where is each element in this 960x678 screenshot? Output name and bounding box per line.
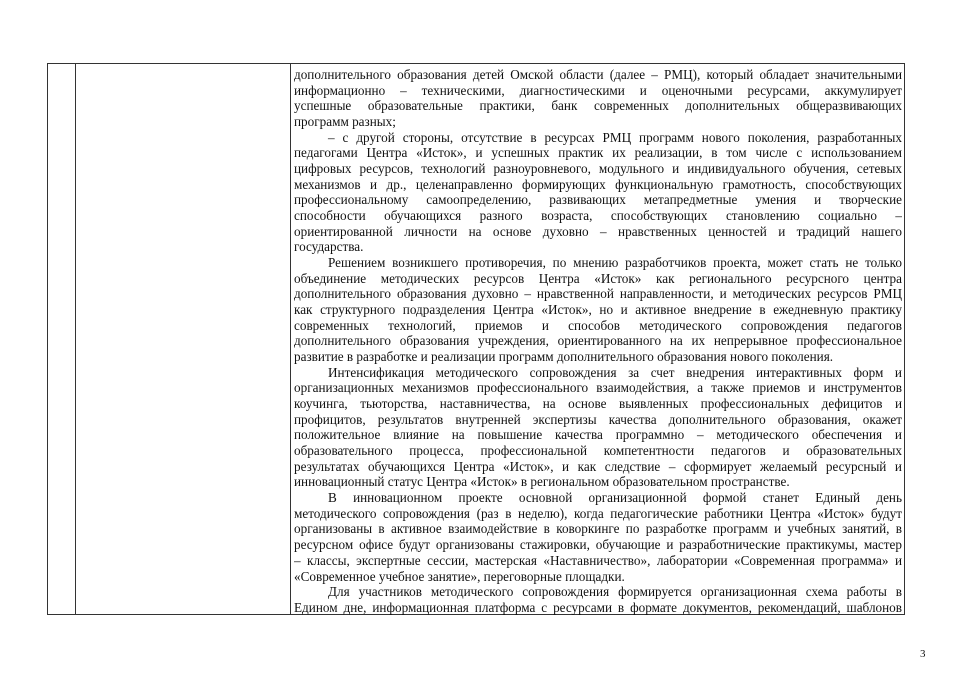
- text-line: профессиональному самоопределению, развивающих метапредметные умения и творческие: [294, 192, 902, 208]
- text-line: программ разных;: [294, 114, 396, 130]
- text-line: коучинга, тьюторства, наставничества, на основе выявленных профессиональных дефицитов и: [294, 396, 902, 412]
- text-line: образовательного процесса, профессиональной компетентности педагогов и образовательных: [294, 443, 902, 459]
- text-line: Для участников методического сопровождения формируется организационная схема работы в: [328, 584, 902, 600]
- document-table: [47, 63, 905, 615]
- paragraph: [294, 490, 902, 584]
- text-line: как структурного подразделения Центра «Исток», но и активное внедрение в ежедневную практику: [294, 302, 902, 318]
- paragraph: [294, 67, 902, 130]
- text-line: успешные образовательные практики, банк современных дополнительных общеразвивающих: [294, 98, 902, 114]
- text-line: современных технологий, приемов и способов методического сопровождения педагогов: [294, 317, 902, 333]
- column-divider: [290, 64, 291, 614]
- text-line: дополнительного образования детей Омской области (далее – РМЦ), который обладает значительными: [294, 67, 902, 82]
- paragraph: [294, 584, 902, 615]
- text-line: – с другой стороны, отсутствие в ресурсах РМЦ программ нового поколения, разработанных: [328, 129, 902, 145]
- text-line: объединение методических ресурсов Центра «Исток» как регионального ресурсного центра: [294, 270, 902, 286]
- text-line: способности обучающихся разного возраста, способствующих становлению социально –: [294, 208, 902, 224]
- text-line: дополнительного образования учреждения, ориентированного на их непрерывное профессиональное: [294, 333, 902, 349]
- paragraph: [294, 255, 902, 365]
- text-line: ресурсном офисе будут организованы стажировки, обучающие и разработнические практикумы, мастер: [294, 537, 902, 553]
- text-line: Решением возникшего противоречия, по мнению разработчиков проекта, может стать не только: [328, 255, 902, 271]
- text-line: ориентированной личности на основе духовно – нравственных ценностей и традиций нашего: [294, 223, 902, 239]
- column-divider: [75, 64, 76, 614]
- text-line: В инновационном проекте основной организационной формой станет Единый день: [328, 490, 902, 506]
- text-line: дополнительного образования духовно – нравственной направленности, и методических ресурсов РМЦ: [294, 286, 902, 302]
- text-line: методического сопровождения (раз в неделю), когда педагогические работники Центра «Исток» будут: [294, 505, 902, 521]
- text-line: развитие в разработке и реализации программ дополнительного образования нового поколения.: [294, 349, 834, 365]
- text-line: организованы в активное взаимодействие в коворкинге по разработке программ и учебных занятий, в: [294, 521, 902, 537]
- text-line: – классы, экспертные сессии, мастерская «Наставничество», лаборатории «Современная программа» и: [294, 552, 902, 568]
- text-line: информационно – техническими, диагностическими и оценочными ресурсами, аккумулирует: [294, 82, 902, 98]
- text-line: инновационный статус Центра «Исток» в региональном образовательном пространстве.: [294, 474, 790, 490]
- text-line: организационных механизмов профессионального взаимодействия, а также приемов и инструментов: [294, 380, 902, 396]
- text-line: педагогами Центра «Исток», и успешных практик их реализации, в том числе с использованием: [294, 145, 902, 161]
- text-line: профицитов, результатов внутренней экспертизы качества дополнительного образования, окажет: [294, 411, 902, 427]
- text-line: Интенсификация методического сопровождения за счет внедрения интерактивных форм и: [328, 364, 902, 380]
- paragraph: [294, 365, 902, 490]
- text-line: Едином дне, информационная платформа с ресурсами в формате документов, рекомендаций, шаблонов: [294, 599, 902, 615]
- page-number: 3: [920, 648, 926, 660]
- text-line: цифровых ресурсов, технологий разноуровневого, модульного и индивидуального обучения, сетевых: [294, 161, 902, 177]
- text-line: государства.: [294, 239, 364, 255]
- paragraph: [294, 130, 902, 255]
- table-text-cell: [294, 67, 902, 616]
- text-line: «Современное учебное занятие», переговорные площадки.: [294, 568, 625, 584]
- text-line: механизмов и др., целенаправленно формирующих функциональную грамотность, способствующих: [294, 176, 902, 192]
- text-line: результатах обучающихся Центра «Исток», и как следствие – сформирует желаемый ресурсный и: [294, 458, 902, 474]
- text-line: положительное влияние на повышение качества программно – методического обеспечения и: [294, 427, 902, 443]
